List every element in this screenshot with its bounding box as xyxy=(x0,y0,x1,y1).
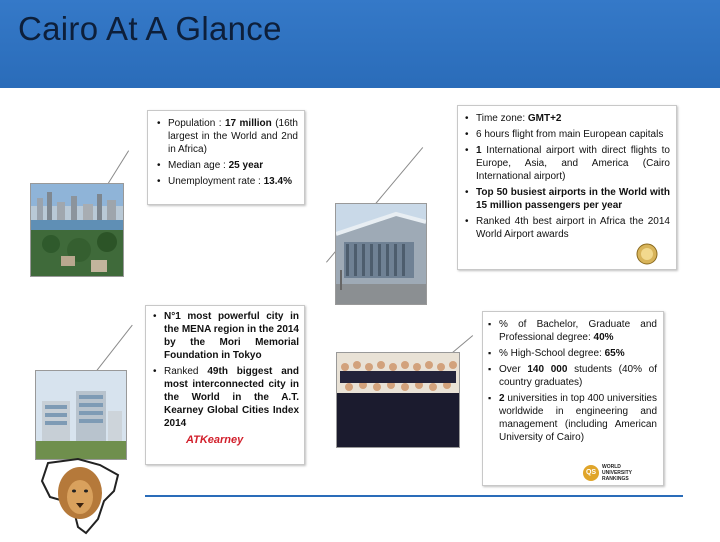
list-item: • Population : 17 million (16th largest in the World and 2nd in Africa) xyxy=(154,117,298,156)
list-item: • 1 International airport with direct flights to Europe, Asia, and America (Cairo International airport) xyxy=(462,144,670,183)
list-item: • Median age : 25 year xyxy=(154,159,298,172)
bottom-rule xyxy=(145,495,683,497)
list-item: • Unemployment rate : 13.4% xyxy=(154,175,298,188)
qs-rankings-logo xyxy=(583,464,637,484)
airport-award-badge xyxy=(636,243,658,265)
list-item: • 6 hours flight from main European capitals xyxy=(462,128,670,141)
list-item: ▪ % High-School degree: 65% xyxy=(485,347,657,360)
lion-africa-emblem xyxy=(38,457,123,537)
logo-text: RANKINGS xyxy=(602,476,629,482)
business-park-photo xyxy=(35,370,127,460)
list-item: • Ranked 4th best airport in Africa the 2014 World Airport awards xyxy=(462,215,670,241)
title-bar xyxy=(0,0,720,88)
atkearney-logo: ATKearney xyxy=(186,434,244,446)
list-item: • Time zone: GMT+2 xyxy=(462,112,670,125)
graduates-photo xyxy=(336,352,460,448)
logo-text: WORLD xyxy=(602,464,621,470)
list-item: • Ranked 49th biggest and most interconnected city in the World in the A.T. Kearney Global Cities Index 2014 xyxy=(150,365,299,430)
qs-badge: QS xyxy=(583,465,599,481)
airport-photo xyxy=(335,203,427,305)
list-item: • N°1 most powerful city in the MENA region in the 2014 by the Mori Memorial Foundation in Tokyo xyxy=(150,310,299,362)
list-item: ▪ % of Bachelor, Graduate and Professional degree: 40% xyxy=(485,318,657,344)
education-info-box xyxy=(482,311,664,486)
list-item: • Top 50 busiest airports in the World with 15 million passengers per year xyxy=(462,186,670,212)
slide-title: Cairo At A Glance xyxy=(18,10,282,47)
connector-line xyxy=(106,150,129,186)
population-info-box xyxy=(147,110,305,205)
list-item: ▪ 2 universities in top 400 universities worldwide in engineering and management (including American University of Cairo) xyxy=(485,392,657,444)
list-item: ▪ Over 140 000 students (40% of country graduates) xyxy=(485,363,657,389)
ranking-info-box xyxy=(145,305,305,465)
logo-text: UNIVERSITY xyxy=(602,470,633,476)
cairo-skyline-photo xyxy=(30,183,124,277)
travel-info-box xyxy=(457,105,677,270)
connector-line xyxy=(95,325,133,373)
